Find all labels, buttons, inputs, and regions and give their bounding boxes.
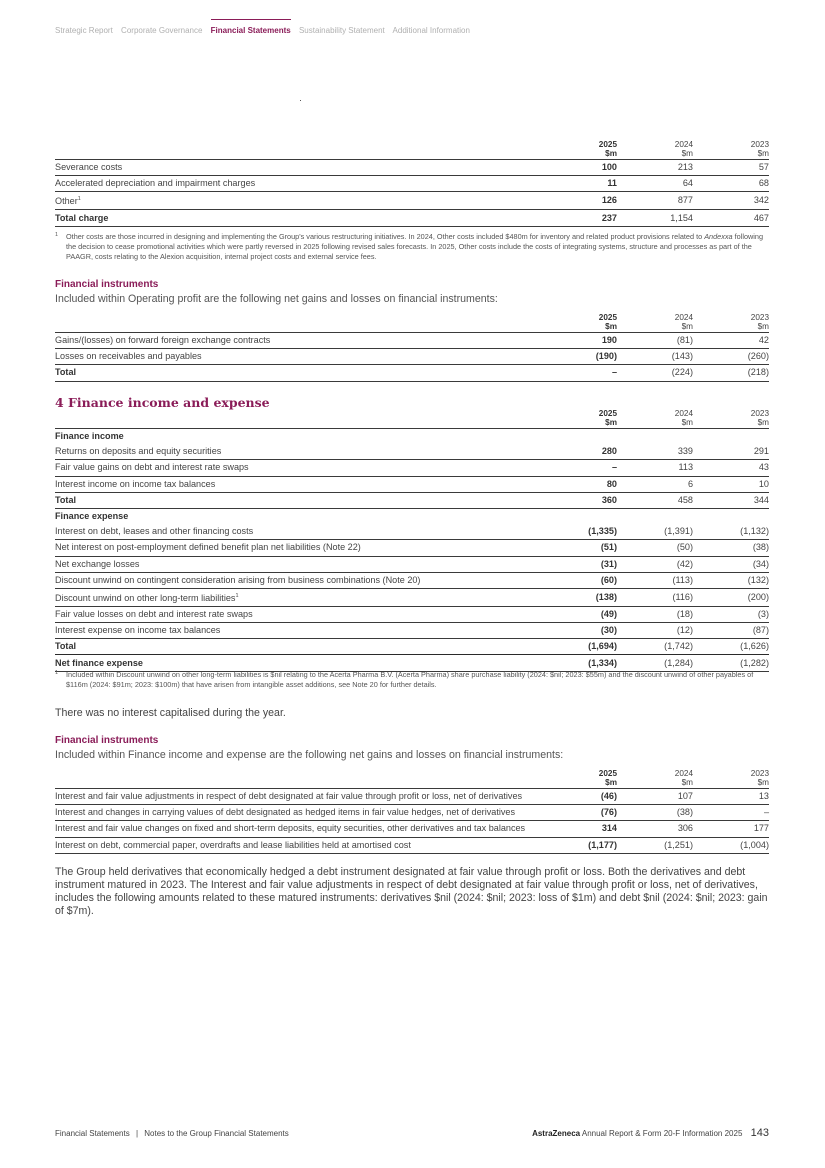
value-2023: (87)	[693, 623, 769, 639]
row-label: Fair value losses on debt and interest rate swaps	[55, 606, 541, 622]
value-2023: (1,626)	[693, 639, 769, 655]
value-2025: (76)	[541, 805, 617, 821]
table-header-row	[55, 136, 769, 160]
value-2024: (1,251)	[617, 837, 693, 853]
interest-capitalised-note: There was no interest capitalised during the year.	[55, 707, 286, 719]
footer-report-title: Annual Report & Form 20-F Information 2025	[581, 1129, 743, 1138]
subsection-row	[55, 429, 769, 445]
value-2024: 113	[617, 460, 693, 476]
table-row	[55, 805, 769, 821]
unit-label: $m	[681, 778, 693, 787]
row-label: Total	[55, 492, 541, 508]
value-2023: 68	[693, 176, 769, 192]
unit-label: $m	[681, 418, 693, 427]
table-row	[55, 349, 769, 365]
footer-subsection[interactable]: Notes to the Group Financial Statements	[144, 1129, 289, 1138]
value-2025: 80	[541, 476, 617, 492]
table-row	[55, 460, 769, 476]
value-2025: (51)	[541, 540, 617, 556]
value-2024: (38)	[617, 805, 693, 821]
nav-corporate-governance[interactable]: Corporate Governance	[121, 26, 203, 35]
footer-section[interactable]: Financial Statements	[55, 1129, 130, 1138]
row-label: Interest and fair value changes on fixed and short-term deposits, equity securities, other derivatives and tax balances	[55, 821, 541, 837]
value-2025: 360	[541, 492, 617, 508]
row-label: Interest on debt, leases and other financing costs	[55, 524, 541, 540]
value-2024: (12)	[617, 623, 693, 639]
footer-report-info	[532, 1127, 769, 1139]
unit-label: $m	[757, 149, 769, 158]
value-2024: (18)	[617, 606, 693, 622]
table-header-row	[55, 765, 769, 789]
value-2023: (3)	[693, 606, 769, 622]
unit-label: $m	[757, 322, 769, 331]
row-label: Net interest on post-employment defined benefit plan net liabilities (Note 22)	[55, 540, 541, 556]
value-2023: 43	[693, 460, 769, 476]
nav-sustainability-statement[interactable]: Sustainability Statement	[298, 26, 385, 35]
value-2025: (190)	[541, 349, 617, 365]
row-label: Severance costs	[55, 160, 541, 176]
unit-label: $m	[605, 322, 617, 331]
table-row	[55, 821, 769, 837]
footnote-ref: 1	[235, 592, 239, 599]
row-label: Total	[55, 639, 541, 655]
net-finance-expense-row	[55, 655, 769, 671]
value-2025: (49)	[541, 606, 617, 622]
section-intro: Included within Finance income and expense are the following net gains and losses on financial instruments:	[55, 749, 564, 761]
value-2024: (224)	[617, 365, 693, 381]
value-2023: 344	[693, 492, 769, 508]
value-2024: 339	[617, 444, 693, 460]
section-heading: Financial instruments	[55, 735, 159, 746]
subsection-row	[55, 508, 769, 524]
year-2025: 2025	[598, 313, 617, 322]
value-2023: (1,004)	[693, 837, 769, 853]
value-2025: (30)	[541, 623, 617, 639]
table-row	[55, 192, 769, 210]
unit-label: $m	[605, 778, 617, 787]
value-2024: (1,391)	[617, 524, 693, 540]
unit-label: $m	[681, 149, 693, 158]
value-2023: (1,282)	[693, 655, 769, 671]
table-header-row	[55, 405, 769, 429]
value-2025: 11	[541, 176, 617, 192]
table-row	[55, 444, 769, 460]
row-label: Total charge	[55, 210, 541, 226]
value-2024: (116)	[617, 588, 693, 606]
value-2025: 237	[541, 210, 617, 226]
finance-expense-heading: Finance expense	[55, 511, 129, 522]
value-2025: –	[541, 365, 617, 381]
value-2024: 107	[617, 789, 693, 805]
value-2023: 177	[693, 821, 769, 837]
unit-label: $m	[605, 418, 617, 427]
value-2023: (132)	[693, 572, 769, 588]
value-2024: 64	[617, 176, 693, 192]
year-2023: 2023	[750, 409, 769, 418]
row-label: Interest and changes in carrying values of debt designated as hedged items in fair value hedges, net of derivatives	[55, 805, 541, 821]
footer-separator: |	[135, 1129, 139, 1138]
row-label: Returns on deposits and equity securities	[55, 444, 541, 460]
row-label: Interest on debt, commercial paper, overdrafts and lease liabilities held at amortised cost	[55, 837, 541, 853]
table-row	[55, 476, 769, 492]
value-2024: (1,284)	[617, 655, 693, 671]
unit-label: $m	[681, 322, 693, 331]
row-label: Losses on receivables and payables	[55, 349, 541, 365]
row-label: Interest income on income tax balances	[55, 476, 541, 492]
value-2023: 467	[693, 210, 769, 226]
finance-fin-instruments-table	[55, 765, 769, 854]
operating-fin-instruments-table	[55, 309, 769, 382]
finance-footnote	[55, 670, 770, 690]
footnote-marker: 1	[55, 670, 59, 676]
table-row	[55, 333, 769, 349]
restructuring-table	[55, 136, 769, 227]
section-heading: Financial instruments	[55, 279, 159, 290]
row-label: Accelerated depreciation and impairment charges	[55, 176, 541, 192]
footer-company: AstraZeneca	[532, 1129, 581, 1138]
table-row	[55, 540, 769, 556]
stray-dot	[300, 100, 301, 101]
value-2025: 126	[541, 192, 617, 210]
year-2023: 2023	[750, 140, 769, 149]
table-header-row	[55, 309, 769, 333]
footnote-ref: 1	[77, 196, 81, 203]
nav-strategic-report[interactable]: Strategic Report	[55, 26, 113, 35]
value-2024: (81)	[617, 333, 693, 349]
value-2023: 57	[693, 160, 769, 176]
value-2025: 314	[541, 821, 617, 837]
value-2023: 291	[693, 444, 769, 460]
row-label: Interest expense on income tax balances	[55, 623, 541, 639]
finance-income-expense-table	[55, 405, 769, 672]
value-2023: 342	[693, 192, 769, 210]
value-2023: 13	[693, 789, 769, 805]
value-2025: (1,694)	[541, 639, 617, 655]
unit-label: $m	[757, 778, 769, 787]
value-2024: 458	[617, 492, 693, 508]
row-label: Gains/(losses) on forward foreign exchange contracts	[55, 333, 541, 349]
value-2024: (1,742)	[617, 639, 693, 655]
year-2025: 2025	[598, 769, 617, 778]
table-row	[55, 176, 769, 192]
value-2024: 6	[617, 476, 693, 492]
table-row	[55, 837, 769, 853]
year-2024: 2024	[674, 313, 693, 322]
table-row	[55, 789, 769, 805]
value-2024: 1,154	[617, 210, 693, 226]
page-number: 143	[750, 1127, 769, 1139]
value-2024: (113)	[617, 572, 693, 588]
footnote-marker: 1	[55, 232, 59, 238]
row-label: Net finance expense	[55, 655, 541, 671]
value-2025: (1,334)	[541, 655, 617, 671]
year-2023: 2023	[750, 313, 769, 322]
value-2024: 306	[617, 821, 693, 837]
value-2025: (31)	[541, 556, 617, 572]
total-row	[55, 210, 769, 226]
row-label: Fair value gains on debt and interest rate swaps	[55, 460, 541, 476]
value-2023: (260)	[693, 349, 769, 365]
value-2023: (218)	[693, 365, 769, 381]
restructuring-footnote: 1 Other costs are those incurred in designing and implementing the Group's various restructuring initiatives. In 2024, Other costs included $480m for inventory and related product provisions related to Andexxa following the decision to cease promotional activities which were partly reversed in 2025 following revised sales forecasts. In 2025, Other costs include the costs of integrating systems, structure and processes as part of the PAAGR, costs relating to the Alexion acquisition, internal project costs and external service fees.	[55, 232, 764, 261]
row-label: Other	[55, 196, 78, 207]
value-2023: 10	[693, 476, 769, 492]
finance-income-heading: Finance income	[55, 431, 124, 442]
value-2024: 213	[617, 160, 693, 176]
year-2024: 2024	[674, 769, 693, 778]
value-2024: (143)	[617, 349, 693, 365]
value-2025: (138)	[541, 588, 617, 606]
table-row	[55, 623, 769, 639]
unit-label: $m	[605, 149, 617, 158]
footnote-text: Included within Discount unwind on other long-term liabilities is $nil relating to the Acerta Pharma B.V. (Acerta Pharma) share purchase liability (2024: $nil; 2023: $55m) and the discount unwind of other payables of $116m (2024: $91m; 2023: $100m) that have arisen from intangible asset additions, see Note 20 for further details.	[66, 670, 754, 689]
total-row	[55, 492, 769, 508]
value-2023: 42	[693, 333, 769, 349]
value-2025: (60)	[541, 572, 617, 588]
row-label: Discount unwind on other long-term liabilities	[55, 592, 236, 603]
value-2023: (200)	[693, 588, 769, 606]
value-2025: (46)	[541, 789, 617, 805]
value-2023: –	[693, 805, 769, 821]
table-row	[55, 524, 769, 540]
value-2025: (1,177)	[541, 837, 617, 853]
year-2024: 2024	[674, 409, 693, 418]
top-navigation	[55, 26, 476, 35]
year-2025: 2025	[598, 409, 617, 418]
nav-additional-information[interactable]: Additional Information	[392, 26, 470, 35]
value-2023: (38)	[693, 540, 769, 556]
value-2025: –	[541, 460, 617, 476]
table-row	[55, 160, 769, 176]
value-2025: 100	[541, 160, 617, 176]
derivatives-paragraph: The Group held derivatives that economically hedged a debt instrument designated at fair value through profit or loss. Both the derivatives and debt instrument matured in 2023. The Interest and fair value adjustments in respect of debt designated at fair value through profit or loss, net of derivatives, includes the following amounts related to these matured instruments: derivatives $nil (2024: $nil; 2023: loss of $1m) and debt $nil (2024: $nil; 2023: gain of $7m).	[55, 866, 768, 917]
section-title: 4 Finance income and expense	[55, 395, 270, 410]
nav-financial-statements[interactable]: Financial Statements	[210, 26, 291, 35]
table-row	[55, 588, 769, 606]
value-2023: (1,132)	[693, 524, 769, 540]
table-row	[55, 556, 769, 572]
year-2024: 2024	[674, 140, 693, 149]
footer-breadcrumb	[55, 1129, 289, 1138]
unit-label: $m	[757, 418, 769, 427]
total-row	[55, 639, 769, 655]
section-intro: Included within Operating profit are the following net gains and losses on financial instruments:	[55, 293, 498, 305]
value-2025: 190	[541, 333, 617, 349]
value-2024: (42)	[617, 556, 693, 572]
row-label: Total	[55, 365, 541, 381]
year-2025: 2025	[598, 140, 617, 149]
table-row	[55, 572, 769, 588]
value-2025: 280	[541, 444, 617, 460]
value-2024: 877	[617, 192, 693, 210]
value-2024: (50)	[617, 540, 693, 556]
row-label: Interest and fair value adjustments in respect of debt designated at fair value through profit or loss, net of derivatives	[55, 789, 541, 805]
row-label: Discount unwind on contingent consideration arising from business combinations (Note 20)	[55, 572, 541, 588]
total-row	[55, 365, 769, 381]
table-row	[55, 606, 769, 622]
value-2025: (1,335)	[541, 524, 617, 540]
year-2023: 2023	[750, 769, 769, 778]
row-label: Net exchange losses	[55, 556, 541, 572]
value-2023: (34)	[693, 556, 769, 572]
